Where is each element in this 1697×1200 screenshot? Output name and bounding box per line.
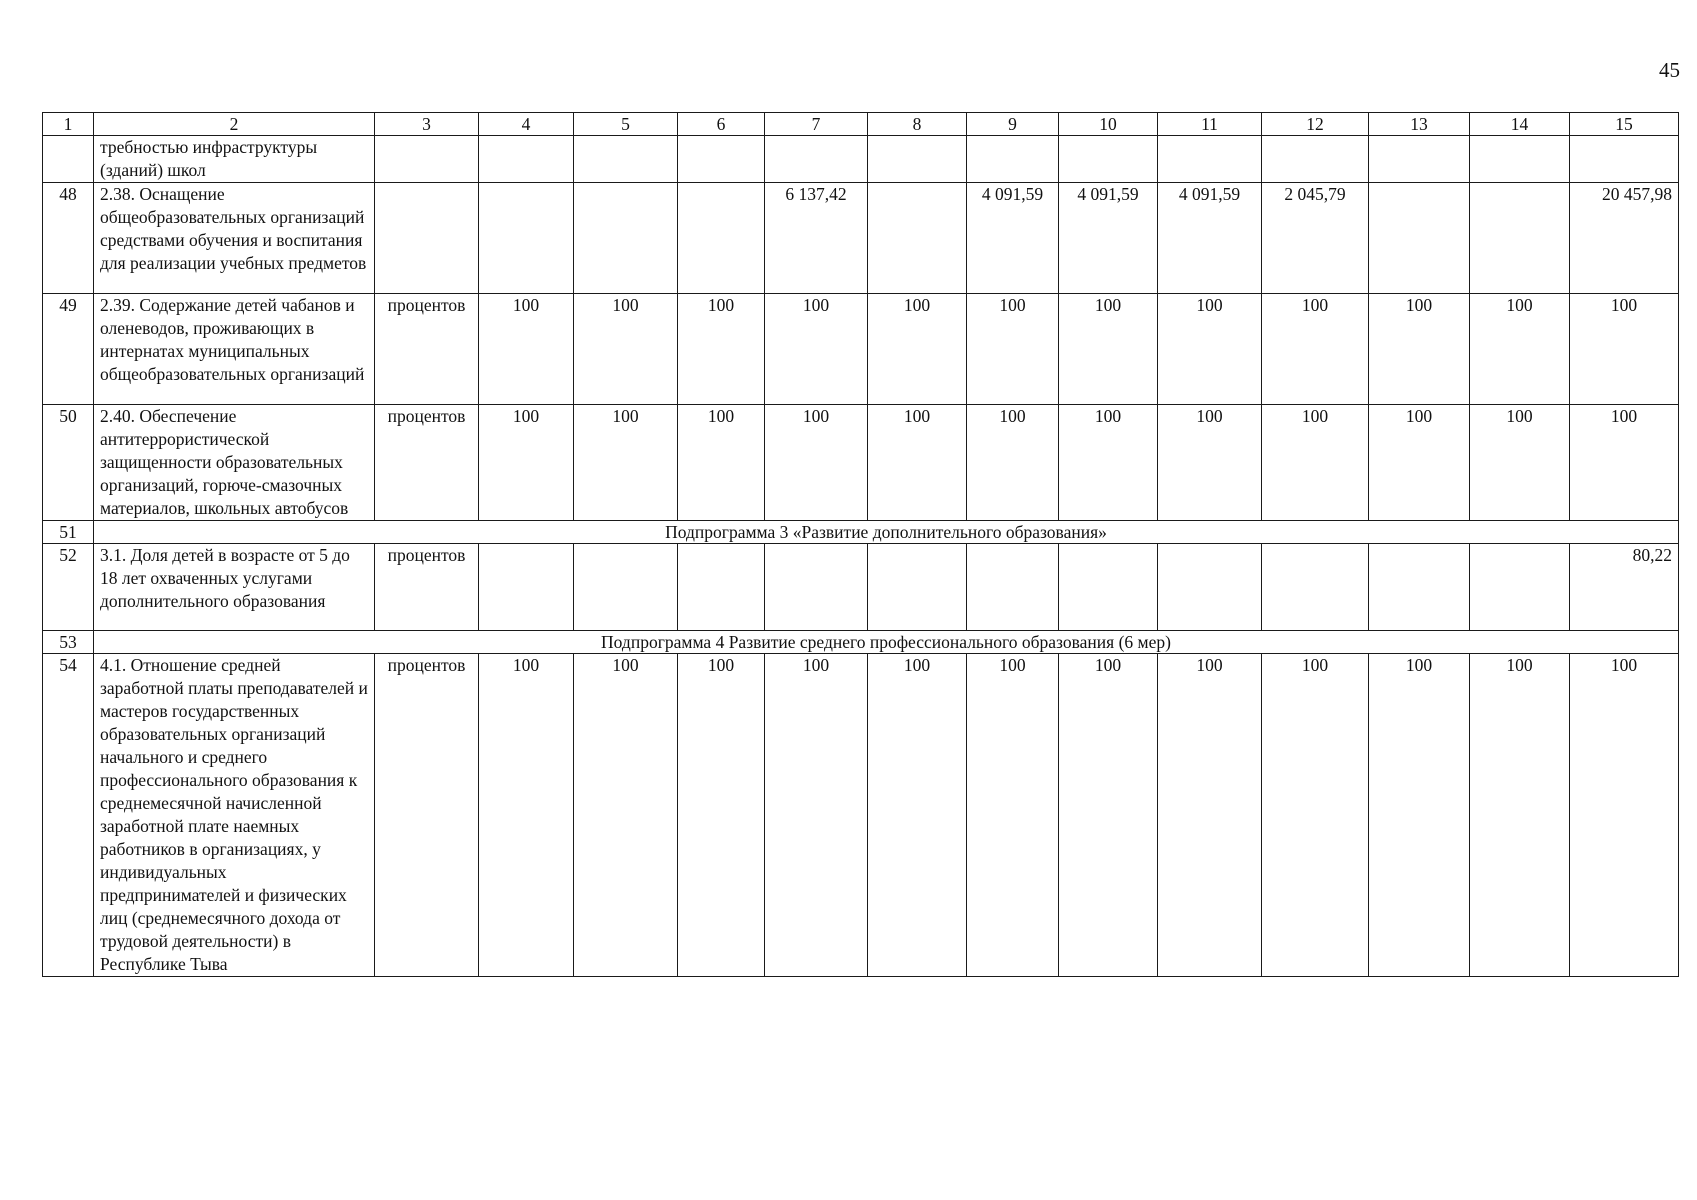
value-cell-col-13: 100 [1369, 405, 1470, 521]
value-cell-col-12 [1262, 544, 1369, 631]
value-cell-col-6: 100 [678, 294, 765, 405]
value-cell-col-15: 80,22 [1570, 544, 1679, 631]
value-cell-col-12: 100 [1262, 405, 1369, 521]
value-cell-col-6: 100 [678, 654, 765, 977]
value-cell-col-8: 100 [868, 405, 967, 521]
value-cell-col-15: 20 457,98 [1570, 183, 1679, 294]
value-cell-col-4: 100 [479, 294, 574, 405]
indicator-name: 3.1. Доля детей в возрасте от 5 до 18 лет охваченных услугами дополнительного образования [94, 544, 375, 631]
value-cell-col-13 [1369, 544, 1470, 631]
row-number: 52 [43, 544, 94, 631]
value-cell-col-5: 100 [574, 405, 678, 521]
value-cell-col-15: 100 [1570, 654, 1679, 977]
value-cell-col-15: 100 [1570, 294, 1679, 405]
value-cell-col-10: 100 [1059, 294, 1158, 405]
value-cell-col-13: 100 [1369, 294, 1470, 405]
row-number: 48 [43, 183, 94, 294]
value-cell-col-8: 100 [868, 294, 967, 405]
value-cell-col-6: 100 [678, 405, 765, 521]
value-cell-col-11: 100 [1158, 405, 1262, 521]
value-cell-col-14 [1470, 544, 1570, 631]
unit-cell: процентов [375, 654, 479, 977]
value-cell-col-10: 100 [1059, 405, 1158, 521]
value-cell-col-7: 100 [765, 294, 868, 405]
header-col-14: 14 [1470, 113, 1570, 136]
value-cell-col-4: 100 [479, 654, 574, 977]
value-cell-col-15 [1570, 136, 1679, 183]
value-cell-col-5 [574, 136, 678, 183]
value-cell-col-9: 100 [967, 294, 1059, 405]
value-cell-col-11: 100 [1158, 654, 1262, 977]
value-cell-col-14: 100 [1470, 654, 1570, 977]
value-cell-col-8: 100 [868, 654, 967, 977]
table-row [43, 544, 1679, 631]
header-col-11: 11 [1158, 113, 1262, 136]
value-cell-col-14: 100 [1470, 405, 1570, 521]
value-cell-col-6 [678, 183, 765, 294]
value-cell-col-4: 100 [479, 405, 574, 521]
table-row [43, 654, 1679, 977]
value-cell-col-7 [765, 136, 868, 183]
indicator-name: 2.39. Содержание детей чабанов и оленеводов, проживающих в интернатах муниципальных общеобразовательных организаций [94, 294, 375, 405]
value-cell-col-7: 100 [765, 405, 868, 521]
table-row [43, 136, 1679, 183]
header-col-10: 10 [1059, 113, 1158, 136]
value-cell-col-6 [678, 136, 765, 183]
value-cell-col-13 [1369, 136, 1470, 183]
value-cell-col-10: 100 [1059, 654, 1158, 977]
row-number: 50 [43, 405, 94, 521]
table-row [43, 405, 1679, 521]
table-row [43, 183, 1679, 294]
value-cell-col-9: 4 091,59 [967, 183, 1059, 294]
subprogram-row [43, 521, 1679, 544]
row-number: 51 [43, 521, 94, 544]
value-cell-col-13 [1369, 183, 1470, 294]
value-cell-col-11: 100 [1158, 294, 1262, 405]
value-cell-col-12: 100 [1262, 294, 1369, 405]
header-col-13: 13 [1369, 113, 1470, 136]
indicator-name: 2.40. Обеспечение антитеррористической защищенности образовательных организаций, горюче-смазочных материалов, школьных автобусов [94, 405, 375, 521]
value-cell-col-4 [479, 136, 574, 183]
header-col-15: 15 [1570, 113, 1679, 136]
page-number: 45 [1659, 58, 1680, 82]
header-col-1: 1 [43, 113, 94, 136]
value-cell-col-10 [1059, 136, 1158, 183]
value-cell-col-12: 2 045,79 [1262, 183, 1369, 294]
subprogram-title: Подпрограмма 4 Развитие среднего профессионального образования (6 мер) [94, 631, 1679, 654]
value-cell-col-9 [967, 544, 1059, 631]
subprogram-title: Подпрограмма 3 «Развитие дополнительного образования» [94, 521, 1679, 544]
value-cell-col-4 [479, 183, 574, 294]
unit-cell: процентов [375, 544, 479, 631]
header-col-12: 12 [1262, 113, 1369, 136]
value-cell-col-5: 100 [574, 294, 678, 405]
unit-cell: процентов [375, 405, 479, 521]
indicator-name: требностью инфраструктуры (зданий) школ [94, 136, 375, 183]
value-cell-col-4 [479, 544, 574, 631]
value-cell-col-12 [1262, 136, 1369, 183]
row-number: 49 [43, 294, 94, 405]
value-cell-col-11: 4 091,59 [1158, 183, 1262, 294]
row-number: 53 [43, 631, 94, 654]
value-cell-col-9: 100 [967, 405, 1059, 521]
subprogram-row [43, 631, 1679, 654]
value-cell-col-12: 100 [1262, 654, 1369, 977]
value-cell-col-11 [1158, 544, 1262, 631]
table-row [43, 294, 1679, 405]
value-cell-col-8 [868, 183, 967, 294]
value-cell-col-14 [1470, 183, 1570, 294]
unit-cell [375, 183, 479, 294]
value-cell-col-14: 100 [1470, 294, 1570, 405]
value-cell-col-15: 100 [1570, 405, 1679, 521]
header-col-6: 6 [678, 113, 765, 136]
value-cell-col-5 [574, 544, 678, 631]
table-body [43, 136, 1679, 977]
value-cell-col-9: 100 [967, 654, 1059, 977]
row-number [43, 136, 94, 183]
value-cell-col-8 [868, 136, 967, 183]
row-number: 54 [43, 654, 94, 977]
value-cell-col-5: 100 [574, 654, 678, 977]
value-cell-col-6 [678, 544, 765, 631]
header-row [43, 113, 1679, 136]
value-cell-col-7 [765, 544, 868, 631]
header-col-9: 9 [967, 113, 1059, 136]
unit-cell [375, 136, 479, 183]
indicators-table [42, 112, 1679, 977]
indicator-name: 4.1. Отношение средней заработной платы преподавателей и мастеров государственных образовательных организаций начального и среднего профессионального образования к среднемесячной начисленной заработной плате наемных работников в организациях, у индивидуальных предпринимателей и физических лиц (среднемесячного дохода от трудовой деятельности) в Республике Тыва [94, 654, 375, 977]
value-cell-col-9 [967, 136, 1059, 183]
value-cell-col-14 [1470, 136, 1570, 183]
value-cell-col-7: 100 [765, 654, 868, 977]
value-cell-col-13: 100 [1369, 654, 1470, 977]
header-col-8: 8 [868, 113, 967, 136]
value-cell-col-10: 4 091,59 [1059, 183, 1158, 294]
value-cell-col-8 [868, 544, 967, 631]
value-cell-col-10 [1059, 544, 1158, 631]
unit-cell: процентов [375, 294, 479, 405]
value-cell-col-11 [1158, 136, 1262, 183]
header-col-3: 3 [375, 113, 479, 136]
value-cell-col-5 [574, 183, 678, 294]
indicator-name: 2.38. Оснащение общеобразовательных организаций средствами обучения и воспитания для реализации учебных предметов [94, 183, 375, 294]
header-col-5: 5 [574, 113, 678, 136]
header-col-4: 4 [479, 113, 574, 136]
value-cell-col-7: 6 137,42 [765, 183, 868, 294]
header-col-7: 7 [765, 113, 868, 136]
header-col-2: 2 [94, 113, 375, 136]
